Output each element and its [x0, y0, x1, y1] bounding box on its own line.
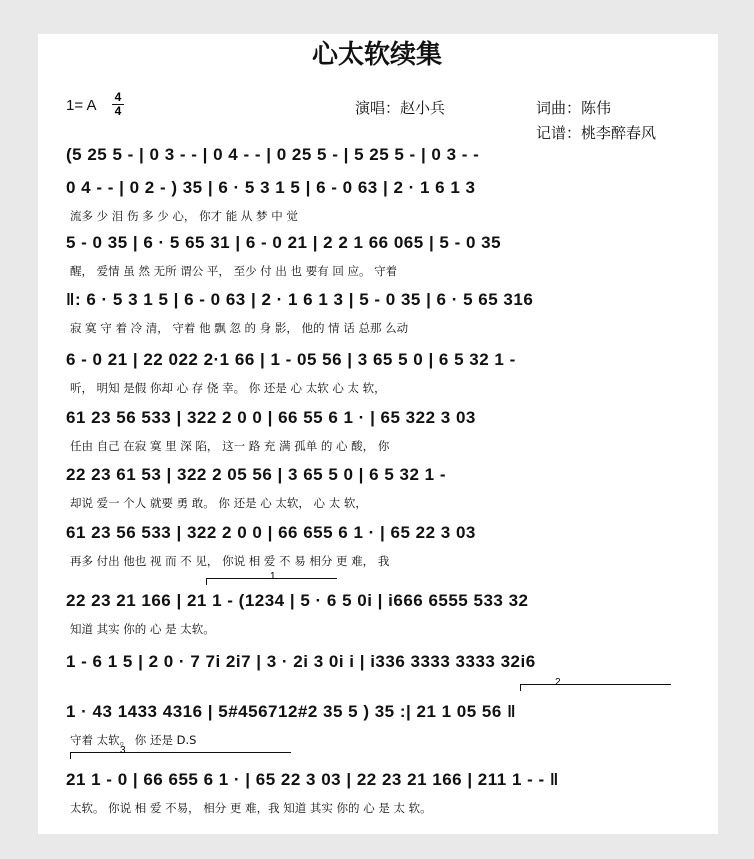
notation-line: 5 - 0 35 | 6 · 5 65 31 | 6 - 0 21 | 2 2 1 66 065 | 5 - 0 35: [66, 233, 502, 252]
lyrics-line: 再多 付出 他也 视 而 不 见， 你说 相 爱 不 易 相分 更 难， 我: [70, 554, 390, 568]
ending-bracket-2: [520, 684, 671, 691]
lyrics-line: 任由 自己 在寂 寞 里 深 陷， 这一 路 充 满 孤单 的 心 酸， 你: [70, 439, 390, 453]
lyrics-line: 寂 寞 守 着 冷 清， 守着 他 飘 忽 的 身 影， 他的 情 话 总那 么动: [70, 321, 409, 335]
notation-line: 0 4 - - | 0 2 - ) 35 | 6 · 5 3 1 5 | 6 - 0 63 | 2 · 1 6 1 3: [66, 178, 476, 197]
song-title: 心太软续集: [311, 40, 442, 70]
composer-credit: 词曲：陈伟: [536, 99, 612, 117]
notation-line: 21 1 - 0 | 66 655 6 1 · | 65 22 3 03 | 22 23 21 166 | 211 1 - - ‖: [66, 770, 559, 789]
ending-number-3: 3: [120, 745, 126, 756]
notation-line: 1 - 6 1 5 | 2 0 · 7 7i 2i7 | 3 · 2i 3 0i i | i336 3333 3333 32i6: [66, 652, 536, 671]
notation-line: 61 23 56 533 | 322 2 0 0 | 66 55 6 1 · | 65 322 3 03: [66, 408, 476, 427]
lyrics-line: 守着 太软。 你 还是 D.S: [70, 733, 197, 747]
lyrics-line: 太软。 你说 相 爱 不易， 相分 更 难，我 知道 其实 你的 心 是 太 软。: [70, 801, 432, 815]
ending-number-2: 2: [555, 677, 561, 688]
singer-credit: 演唱：赵小兵: [355, 99, 446, 117]
notation-line: ‖: 6 · 5 3 1 5 | 6 - 0 63 | 2 · 1 6 1 3 | 5 - 0 35 | 6 · 5 65 316: [66, 290, 534, 309]
time-signature-top: 4: [114, 90, 122, 104]
notation-line: (5 25 5 - | 0 3 - - | 0 4 - - | 0 25 5 - | 5 25 5 - | 0 3 - -: [66, 145, 480, 164]
time-signature: [112, 92, 124, 117]
ending-bracket-3: [70, 752, 291, 759]
notation-line: 22 23 61 53 | 322 2 05 56 | 3 65 5 0 | 6 5 32 1 -: [66, 465, 446, 484]
time-signature-bottom: 4: [114, 104, 122, 118]
key-signature: 1= A: [66, 97, 97, 114]
ending-number-1: 1: [270, 571, 276, 582]
lyrics-line: 醒， 爱情 虽 然 无所 谓公 平， 至少 付 出 也 要有 回 应。 守着: [70, 264, 398, 278]
lyrics-line: 却说 爱一 个人 就要 勇 敢。 你 还是 心 太软， 心 太 软，: [70, 496, 367, 510]
notation-line: 61 23 56 533 | 322 2 0 0 | 66 655 6 1 · | 65 22 3 03: [66, 523, 476, 542]
transcriber-credit: 记谱：桃李醉春风: [536, 124, 657, 142]
lyrics-line: 流多 少 泪 伤 多 少 心， 你才 能 从 梦 中 觉: [70, 209, 298, 223]
notation-line: 22 23 21 166 | 21 1 - (1234 | 5 · 6 5 0i | i666 6555 533 32: [66, 591, 529, 610]
notation-line: 6 - 0 21 | 22 022 2·1 66 | 1 - 05 56 | 3 65 5 0 | 6 5 32 1 -: [66, 350, 516, 369]
lyrics-line: 知道 其实 你的 心 是 太软。: [70, 622, 215, 636]
notation-line: 1 · 43 1433 4316 | 5#456712#2 35 5 ) 35 :| 21 1 05 56 ‖: [66, 702, 517, 721]
lyrics-line: 听， 明知 是假 你却 心 存 侥 幸。 你 还是 心 太软 心 太 软，: [70, 381, 386, 395]
